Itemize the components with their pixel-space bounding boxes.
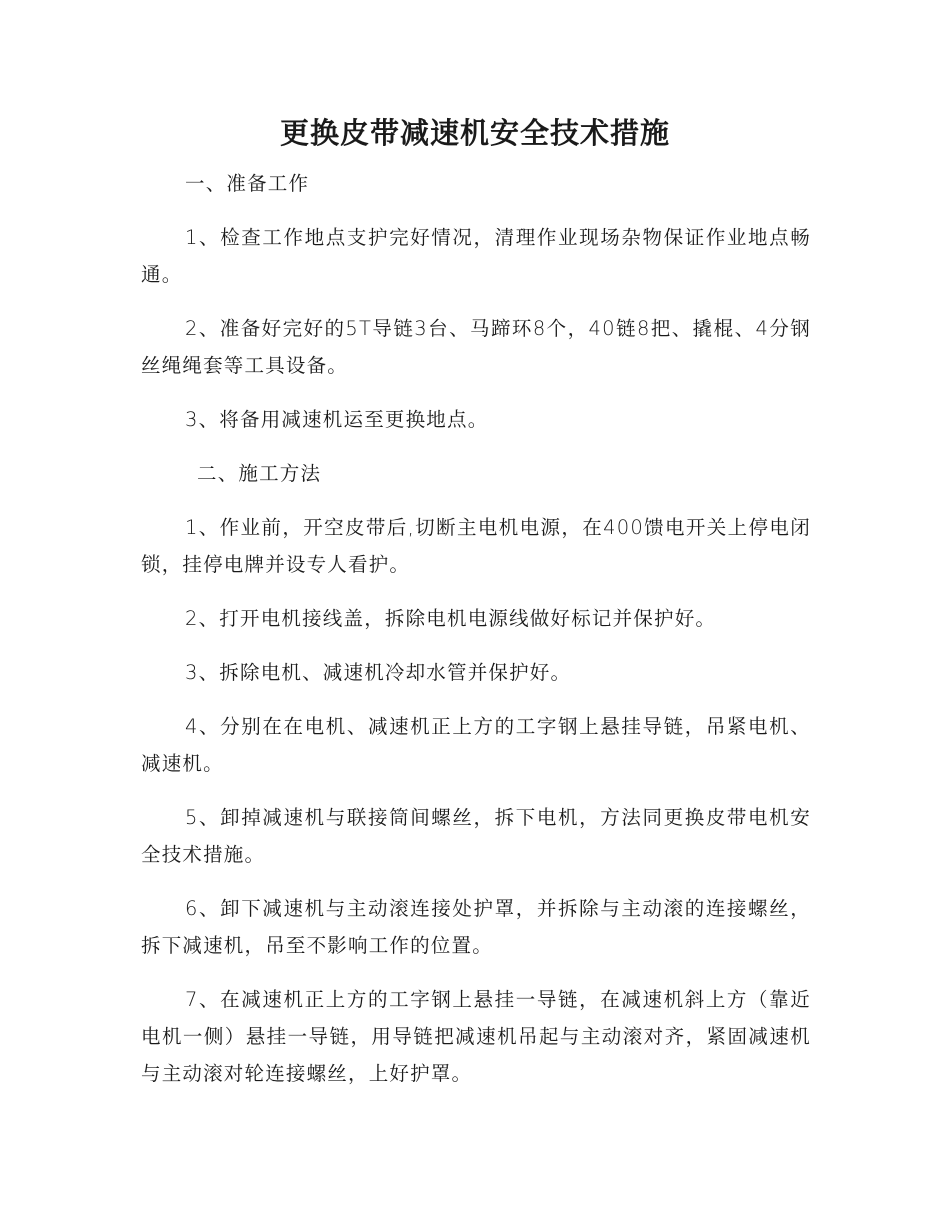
paragraph: 4、分别在在电机、减速机正上方的工字钢上悬挂导链，吊紧电机、减速机。 bbox=[141, 715, 811, 775]
paragraph: 1、检查工作地点支护完好情况，清理作业现场杂物保证作业地点畅通。 bbox=[141, 226, 811, 286]
document-title: 更换皮带减速机安全技术措施 bbox=[279, 116, 670, 150]
section-heading-construction-method: 二、施工方法 bbox=[197, 462, 322, 485]
paragraph: 3、拆除电机、减速机冷却水管并保护好。 bbox=[185, 661, 572, 684]
section-heading-preparation: 一、准备工作 bbox=[185, 172, 310, 195]
paragraph: 2、准备好完好的5T导链3台、马蹄环8个，40链8把、撬棍、4分钢丝绳绳套等工具设备。 bbox=[141, 317, 811, 377]
paragraph: 1、作业前，开空皮带后,切断主电机电源，在400馈电开关上停电闭锁，挂停电牌并设专人看护。 bbox=[141, 516, 811, 576]
document-body bbox=[141, 165, 811, 1109]
paragraph: 2、打开电机接线盖，拆除电机电源线做好标记并保护好。 bbox=[185, 607, 717, 630]
paragraph: 7、在减速机正上方的工字钢上悬挂一导链，在减速机斜上方（靠近电机一侧）悬挂一导链，用导链把减速机吊起与主动滚对齐，紧固减速机与主动滚对轮连接螺丝，上好护罩。 bbox=[141, 988, 811, 1085]
paragraph: 5、卸掉减速机与联接筒间螺丝，拆下电机，方法同更换皮带电机安全技术措施。 bbox=[141, 806, 811, 866]
paragraph: 3、将备用减速机运至更换地点。 bbox=[185, 408, 489, 431]
paragraph: 6、卸下减速机与主动滚连接处护罩，并拆除与主动滚的连接螺丝，拆下减速机，吊至不影响工作的位置。 bbox=[141, 897, 811, 957]
